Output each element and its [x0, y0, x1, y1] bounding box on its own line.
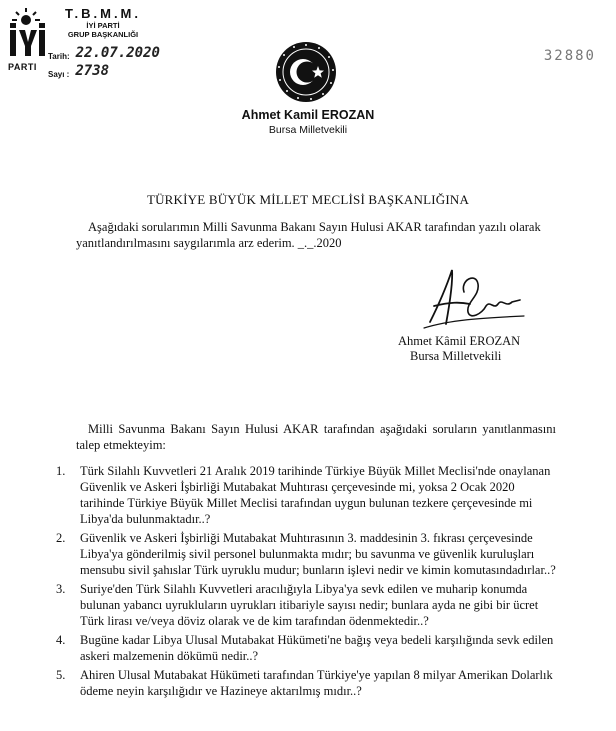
- question-item: [56, 632, 556, 664]
- letter-heading: TÜRKİYE BÜYÜK MİLLET MECLİSİ BAŞKANLIĞINA: [146, 192, 470, 207]
- question-text: Ahiren Ulusal Mutabakat Hükümeti tarafından Türkiye'ye yapılan 8 milyar Amerikan Dolarlık ödeme neyin karşılığıdır ve Hazineye aktarılmış mıdır..?: [80, 668, 553, 698]
- stamp-title: T.B.M.M.: [65, 6, 141, 21]
- sun-icon: [6, 6, 46, 66]
- stamp-number-value: 2738: [75, 63, 110, 79]
- question-item: [56, 667, 556, 699]
- question-number: 4.: [56, 633, 66, 647]
- question-item: [56, 581, 556, 629]
- stamp-party: İYİ PARTİ: [86, 21, 120, 30]
- question-text: Bugüne kadar Libya Ulusal Mutabakat Hükümeti'ne bağış veya bedeli karşılığında sevk edilen askeri malzemenin dökümü nedir..?: [80, 633, 554, 663]
- question-number: 1.: [56, 464, 66, 478]
- signature-icon: [420, 262, 530, 334]
- question-text: Güvenlik ve Askeri İşbirliği Mutabakat Muhtırasının 3. maddesinin 3. fıkrası çerçevesinde Libya'ya gönderilmiş sivil personel bulunmakta mıdır; bu savunma ve güvenlik kuruluşları mensubu sivil şahıslar Türk uyruklu mudur; bunların işlevi nedir ve kimin komutasındadırlar..?: [80, 531, 556, 577]
- stamp-number-label: Sayı :: [48, 70, 70, 79]
- stamp-date-row: [48, 45, 188, 61]
- question-item: [56, 463, 556, 527]
- mp-title: Bursa Milletvekili: [268, 124, 348, 136]
- question-item: [56, 530, 556, 578]
- questions-list: [56, 463, 556, 702]
- stamp-number-row: [48, 63, 188, 79]
- tbmm-emblem: [274, 40, 338, 104]
- question-number: 2.: [56, 531, 66, 545]
- stamp-office: GRUP BAŞKANLIĞI: [67, 30, 139, 39]
- question-number: 3.: [56, 582, 66, 596]
- question-text: Türk Silahlı Kuvvetleri 21 Aralık 2019 tarihinde Türkiye Büyük Millet Meclisi'nde onaylanan Güvenlik ve Askeri İşbirliği Mutabakat Muhtırası çerçevesinde mi, yoksa 2 Ocak 2020 tarihinde Türkiye Büyük Millet Meclisi tarafından uygun bulunan tezkere çerçevesinde mi Libya'da bulunmaktadır..?: [80, 464, 551, 526]
- receipt-stamp: [48, 6, 188, 79]
- signature-name: Ahmet Kâmil EROZAN: [398, 334, 521, 348]
- question-text: Suriye'den Türk Silahlı Kuvvetleri aracılığıyla Libya'ya sevk edilen ve muharip konumda bulunan yabancı uyrukluların uyrukları itibariyle sayısı nedir; bunlara ayda ne gibi bir ücret Türk lirası ve/veya döviz olarak ve de kim tarafından ödenmektedir..?: [80, 582, 539, 628]
- crescent-star-emblem-icon: [274, 40, 338, 104]
- registration-number: 32880: [543, 48, 596, 64]
- party-logo-label: PARTI: [8, 62, 37, 72]
- stamp-date-label: Tarih:: [48, 52, 70, 61]
- questions-intro: Milli Savunma Bakanı Sayın Hulusi AKAR tarafından aşağıdaki soruların yanıtlanmasını talep etmekteyim:: [76, 422, 556, 452]
- signature-title: Bursa Milletvekili: [410, 349, 502, 363]
- stamp-date-value: 22.07.2020: [75, 45, 160, 61]
- question-number: 5.: [56, 668, 66, 682]
- mp-name: Ahmet Kamil EROZAN: [241, 108, 375, 122]
- letter-intro: Aşağıdaki sorularımın Milli Savunma Bakanı Sayın Hulusi AKAR tarafından yazılı olarak yanıtlandırılmasını saygılarımla arz ederim. _._.2020: [76, 220, 541, 250]
- signature-graphic: [420, 262, 530, 334]
